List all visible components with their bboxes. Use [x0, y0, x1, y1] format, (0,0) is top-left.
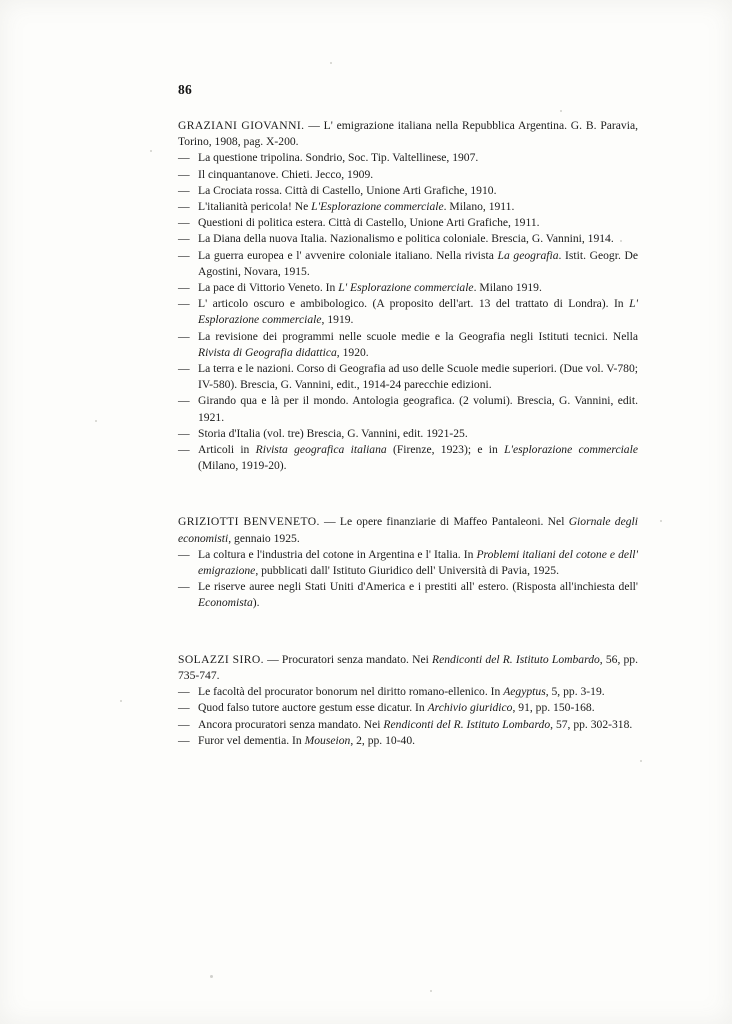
dash-marker: — [178, 685, 190, 699]
entry-heading-text: — L' emigrazione italiana nella Repubblica Argentina. G. B. Paravia, Torino, 1908, pag. X-200. [178, 119, 638, 149]
list-item-text: La pace di Vittorio Veneto. In L' Esplorazione commerciale. Milano 1919. [198, 281, 542, 295]
entry-heading [178, 118, 638, 150]
list-item-text: Furor vel dementia. In Mouseion, 2, pp. 10-40. [198, 733, 416, 747]
list-item [178, 150, 638, 166]
list-item-text: La Diana della nuova Italia. Nazionalismo e politica coloniale. Brescia, G. Vannini, 1914. [198, 232, 614, 246]
dash-marker: — [178, 701, 190, 715]
list-item-text: Articoli in Rivista geografica italiana (Firenze, 1923); e in L'esplorazione commerciale (Milano, 1919-20). [198, 443, 638, 473]
list-item [178, 442, 638, 474]
list-item [178, 231, 638, 247]
list-item [178, 199, 638, 215]
list-item-text: La terra e le nazioni. Corso di Geografia ad uso delle Scuole medie superiori. (Due vol. V-780; IV-580). Brescia, G. Vannini, edit., 1914-24 parecchie edizioni. [198, 362, 638, 392]
list-item-text: Ancora procuratori senza mandato. Nei Rendiconti del R. Istituto Lombardo, 57, pp. 302-318. [198, 717, 633, 731]
list-item [178, 361, 638, 393]
list-item-text: La Crociata rossa. Città di Castello, Unione Arti Grafiche, 1910. [198, 183, 497, 197]
bibliography-entry [178, 118, 638, 474]
dash-marker: — [178, 426, 190, 440]
dash-marker: — [178, 580, 190, 594]
list-item-text: Questioni di politica estera. Città di Castello, Unione Arti Grafiche, 1911. [198, 216, 540, 230]
dash-marker: — [178, 248, 190, 262]
dash-marker: — [178, 281, 190, 295]
entry-author: SOLAZZI SIRO. [178, 652, 264, 666]
list-item [178, 547, 638, 579]
list-item [178, 329, 638, 361]
list-item-text: La guerra europea e l' avvenire coloniale italiano. Nella rivista La geografia. Istit. Geogr. De Agostini, Novara, 1915. [198, 248, 638, 278]
list-item-text: Quod falso tutore auctore gestum esse dicatur. In Archivio giuridico, 91, pp. 150-168. [198, 701, 595, 715]
list-item-text: L' articolo oscuro e ambibologico. (A proposito dell'art. 13 del trattato di Londra). In L' Esplorazione commerciale, 1919. [198, 297, 638, 327]
page-number: 86 [178, 82, 193, 97]
bibliography-entry [178, 652, 638, 749]
list-item-text: Girando qua e là per il mondo. Antologia geografica. (2 volumi). Brescia, G. Vannini, edit. 1921. [198, 394, 638, 424]
entry-heading [178, 652, 638, 684]
list-item [178, 183, 638, 199]
list-item [178, 717, 638, 733]
list-item [178, 579, 638, 611]
list-item [178, 280, 638, 296]
scan-speck [150, 150, 152, 152]
scan-speck [620, 240, 622, 242]
bibliography-entry [178, 514, 638, 611]
list-item [178, 684, 638, 700]
dash-marker: — [178, 362, 190, 376]
list-item-text: Le riserve auree negli Stati Uniti d'America e i prestiti all' estero. (Risposta all'inchiesta dell' Economista). [198, 580, 638, 610]
dash-marker: — [178, 329, 190, 343]
dash-marker: — [178, 232, 190, 246]
scan-speck [430, 990, 432, 992]
dash-marker: — [178, 151, 190, 165]
dash-marker: — [178, 717, 190, 731]
list-item [178, 215, 638, 231]
scan-speck [560, 110, 562, 112]
scan-speck [210, 975, 213, 978]
list-item-text: La questione tripolina. Sondrio, Soc. Tip. Valtellinese, 1907. [198, 151, 479, 165]
list-item-text: La revisione dei programmi nelle scuole medie e la Geografia negli Istituti tecnici. Nella Rivista di Geografia didattica, 1920. [198, 329, 638, 359]
list-item [178, 700, 638, 716]
dash-marker: — [178, 297, 190, 311]
entry-author: GRIZIOTTI BENVENETO. [178, 515, 320, 529]
scan-speck [95, 420, 97, 422]
list-item [178, 167, 638, 183]
entry-heading-text: — Le opere finanziarie di Maffeo Pantaleoni. Nel Giornale degli economisti, gennaio 1925. [178, 515, 638, 545]
entry-heading [178, 514, 638, 546]
entry-heading-text: — Procuratori senza mandato. Nei Rendiconti del R. Istituto Lombardo, 56, pp. 735-747. [178, 652, 639, 682]
entry-author: GRAZIANI GIOVANNI. [178, 119, 305, 132]
scan-speck [660, 520, 662, 522]
dash-marker: — [178, 216, 190, 230]
scan-speck [640, 760, 642, 762]
list-item-text: L'italianità pericola! Ne L'Esplorazione commerciale. Milano, 1911. [198, 200, 515, 214]
dash-marker: — [178, 167, 190, 181]
list-item [178, 393, 638, 425]
dash-marker: — [178, 200, 190, 214]
dash-marker: — [178, 394, 190, 408]
list-item [178, 248, 638, 280]
list-item [178, 733, 638, 749]
list-item-text: Il cinquantanove. Chieti. Jecco, 1909. [198, 167, 374, 181]
list-item [178, 426, 638, 442]
list-item-text: Le facoltà del procurator bonorum nel diritto romano-ellenico. In Aegyptus, 5, pp. 3-19. [198, 685, 605, 699]
scan-speck [120, 700, 122, 702]
scan-speck [330, 62, 332, 64]
dash-marker: — [178, 443, 190, 457]
list-item [178, 296, 638, 328]
list-item-text: La coltura e l'industria del cotone in Argentina e l' Italia. In Problemi italiani del cotone e dell' emigrazione, pubblicati dall' Istituto Giuridico dell' Università di Pavia, 1925. [198, 547, 638, 578]
dash-marker: — [178, 547, 190, 561]
dash-marker: — [178, 183, 190, 197]
bibliography-content [178, 118, 638, 749]
dash-marker: — [178, 733, 190, 747]
list-item-text: Storia d'Italia (vol. tre) Brescia, G. Vannini, edit. 1921-25. [198, 426, 468, 440]
